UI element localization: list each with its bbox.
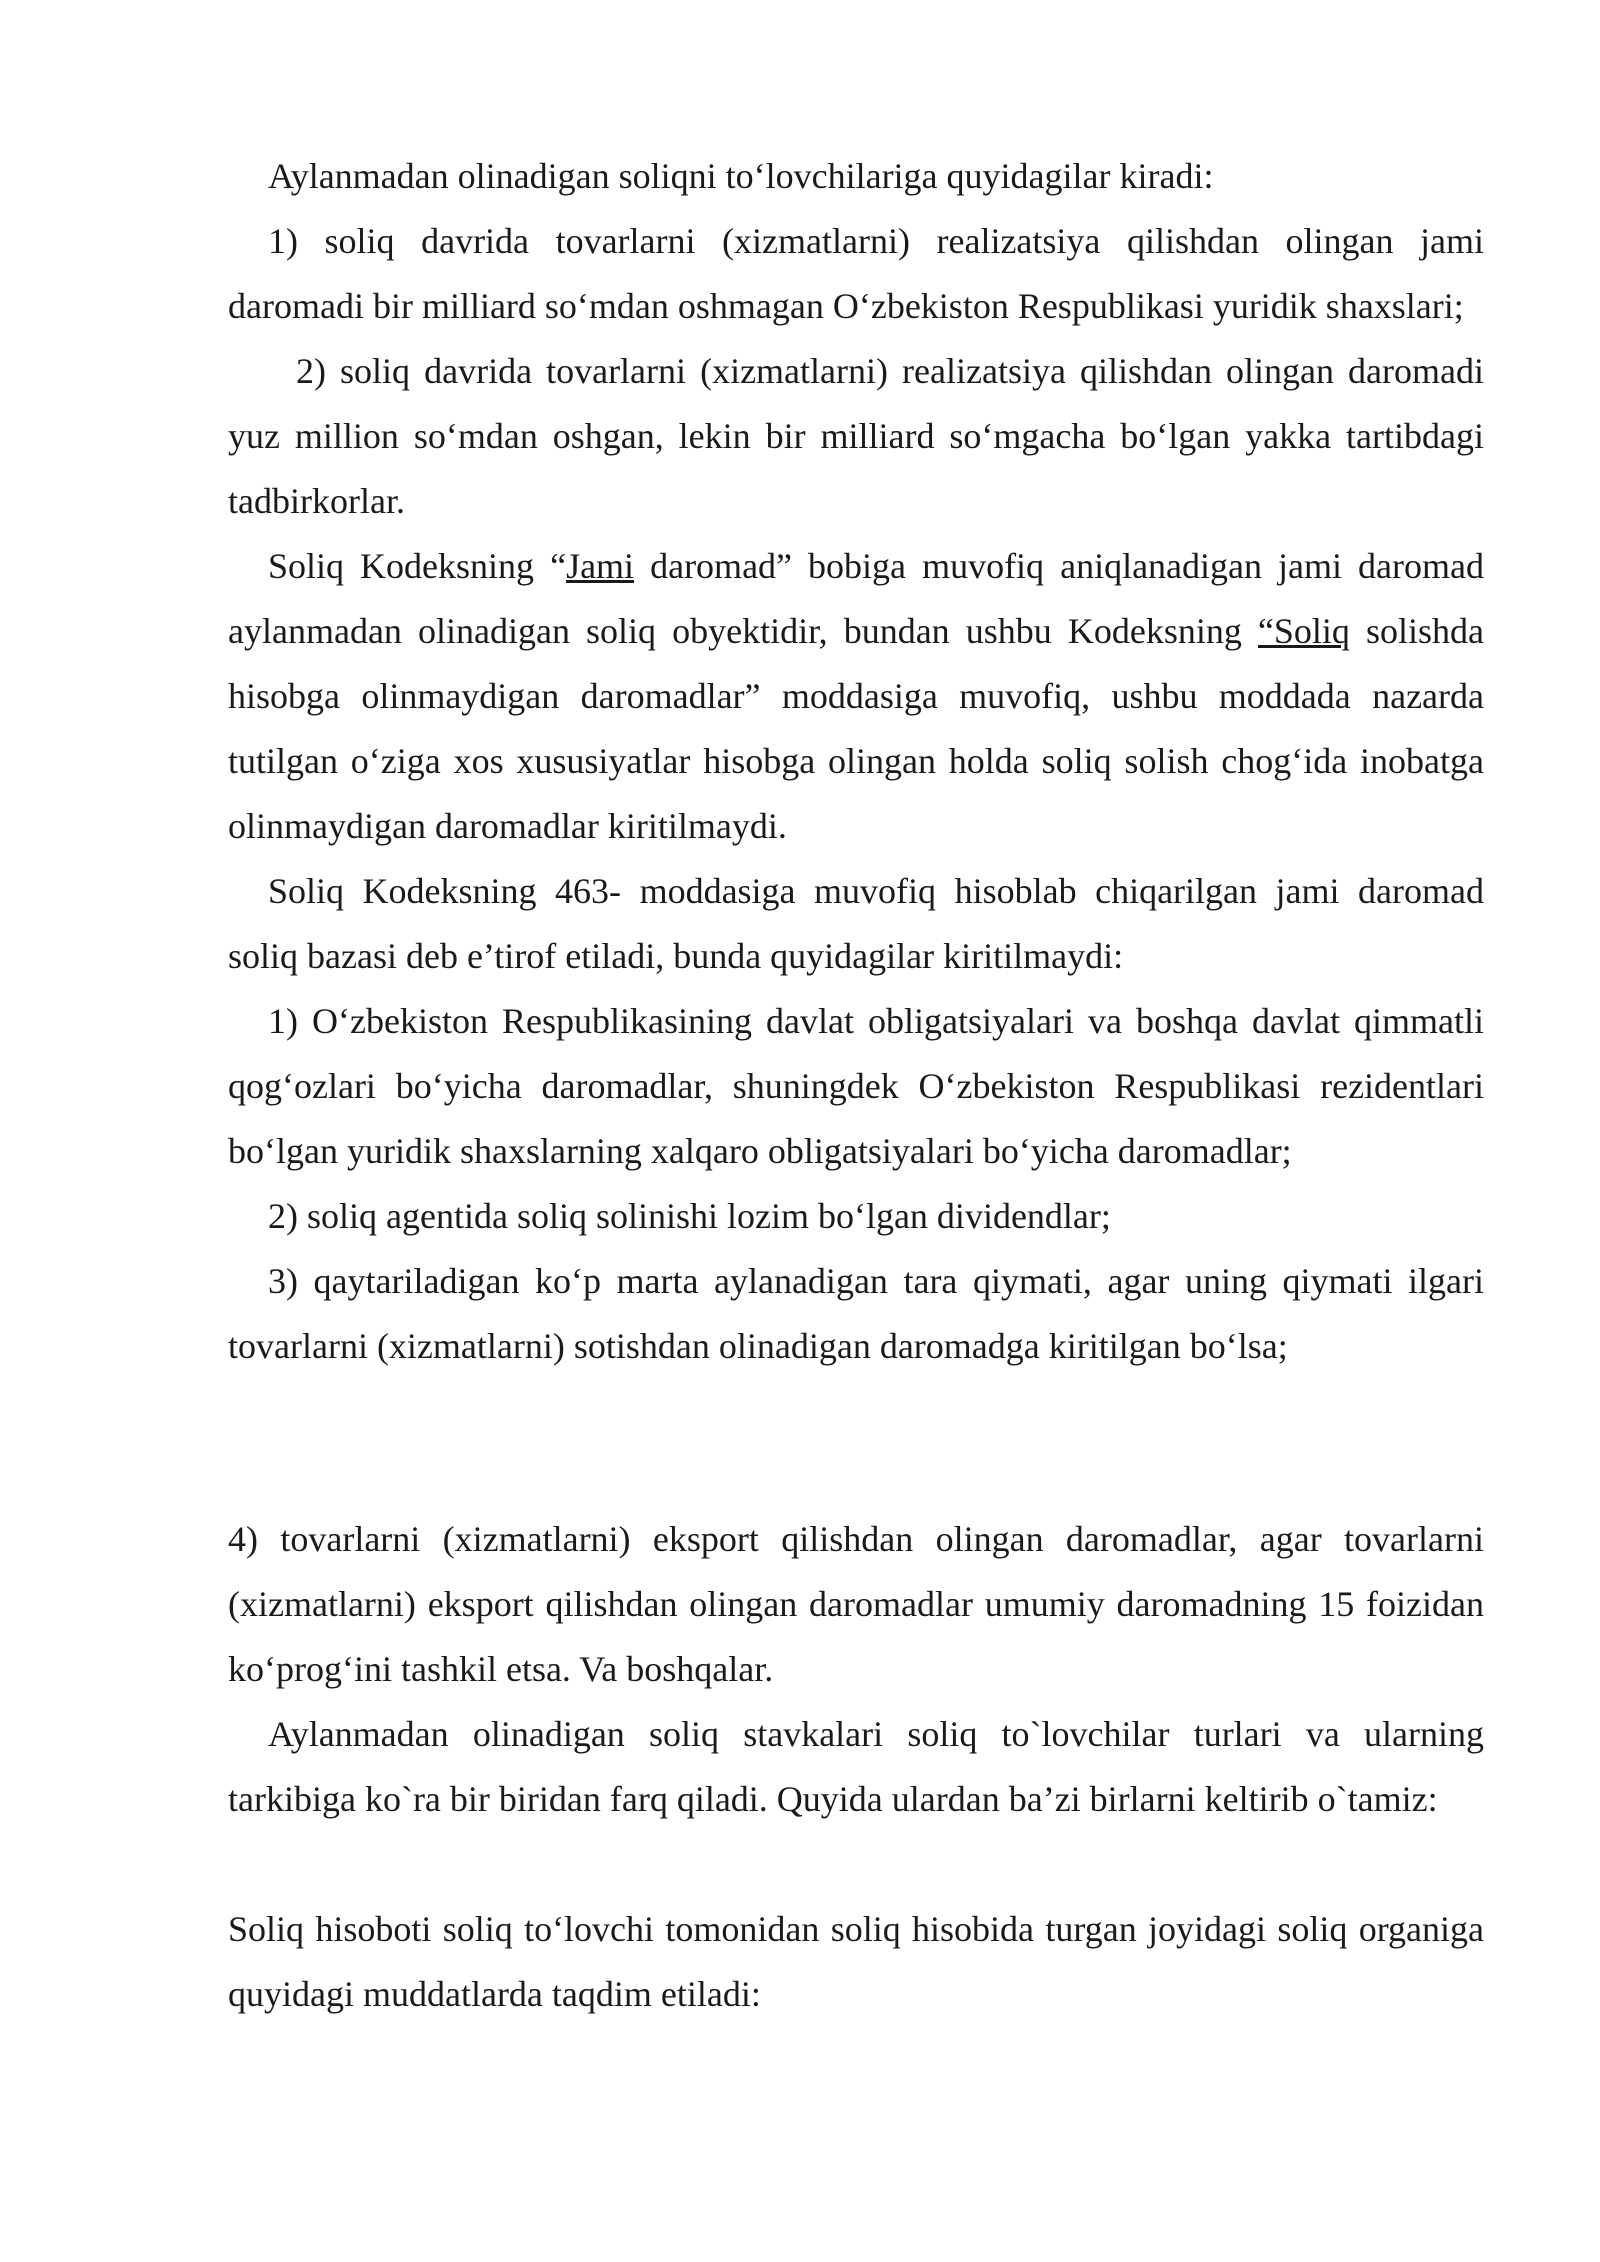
link-soliq[interactable]: “Soliq <box>1257 611 1350 651</box>
paragraph-exclusion-3: 3) qaytariladigan ko‘p marta aylanadigan tara qiymati, agar uning qiymati ilgari tovarlarni (xizmatlarni) sotishdan olinadigan daromadga kiritilgan bo‘lsa; <box>228 1261 1484 1366</box>
text-fragment: daromad” bobiga muvofiq aniqlanadigan jami daromad aylanmadan olinadigan soliq obyektidir, bundan ushbu Kodeksning <box>228 546 1484 651</box>
paragraph-tax-base: Soliq Kodeksning 463- moddasiga muvofiq hisoblab chiqarilgan jami daromad soliq bazasi deb e’tirof etiladi, bunda quyidagilar kiritilmaydi: <box>228 871 1484 976</box>
section-reporting <box>228 1897 1484 2027</box>
paragraph-tax-rates: Aylanmadan olinadigan soliq stavkalari soliq to`lovchilar turlari va ularning tarkibiga ko`ra bir biridan farq qiladi. Quyida ulardan ba’zi birlarni keltirib o`tamiz: <box>228 1714 1484 1819</box>
text-fragment: Soliq Kodeksning “ <box>268 546 567 586</box>
section-payers <box>228 144 1484 1379</box>
paragraph-exclusion-2: 2) soliq agentida soliq solinishi lozim bo‘lgan dividendlar; <box>268 1196 1111 1236</box>
paragraph-tax-object <box>228 534 1484 859</box>
section-export <box>228 1507 1484 1832</box>
link-jami[interactable]: Jami <box>566 546 635 586</box>
paragraph-exclusion-1: 1) O‘zbekiston Respublikasining davlat obligatsiyalari va boshqa davlat qimmatli qog‘ozlari bo‘yicha daromadlar, shuningdek O‘zbekiston Respublikasi rezidentlari bo‘lgan yuridik shaxslarning xalqaro obligatsiyalari bo‘yicha daromadlar; <box>228 1001 1484 1171</box>
paragraph-reporting: Soliq hisoboti soliq to‘lovchi tomonidan soliq hisobida turgan joyidagi soliq organiga quyidagi muddatlarda taqdim etiladi: <box>228 1909 1484 2014</box>
paragraph-exclusion-4: 4) tovarlarni (xizmatlarni) eksport qilishdan olingan daromadlar, agar tovarlarni (xizmatlarni) eksport qilishdan olingan daromadlar umumiy daromadning 15 foizidan ko‘prog‘ini tashkil etsa. Va boshqalar. <box>228 1519 1484 1689</box>
paragraph-payers-intro: Aylanmadan olinadigan soliqni to‘lovchilariga quyidagilar kiradi: <box>268 156 1214 196</box>
paragraph-payers-item-1: 1) soliq davrida tovarlarni (xizmatlarni) realizatsiya qilishdan olingan jami daromadi bir milliard so‘mdan oshmagan O‘zbekiston Respublikasi yuridik shaxslari; <box>228 221 1484 326</box>
paragraph-payers-item-2: 2) soliq davrida tovarlarni (xizmatlarni) realizatsiya qilishdan olingan daromadi yuz million so‘mdan oshgan, lekin bir milliard so‘mgacha bo‘lgan yakka tartibdagi tadbirkorlar. <box>228 351 1484 521</box>
text-fragment: solishda hisobga olinmaydigan daromadlar” moddasiga muvofiq, ushbu moddada nazarda tutilgan o‘ziga xos xususiyatlar hisobga olingan holda soliq solish chog‘ida inobatga olinmaydigan daromadlar kiritilmaydi. <box>228 611 1484 846</box>
